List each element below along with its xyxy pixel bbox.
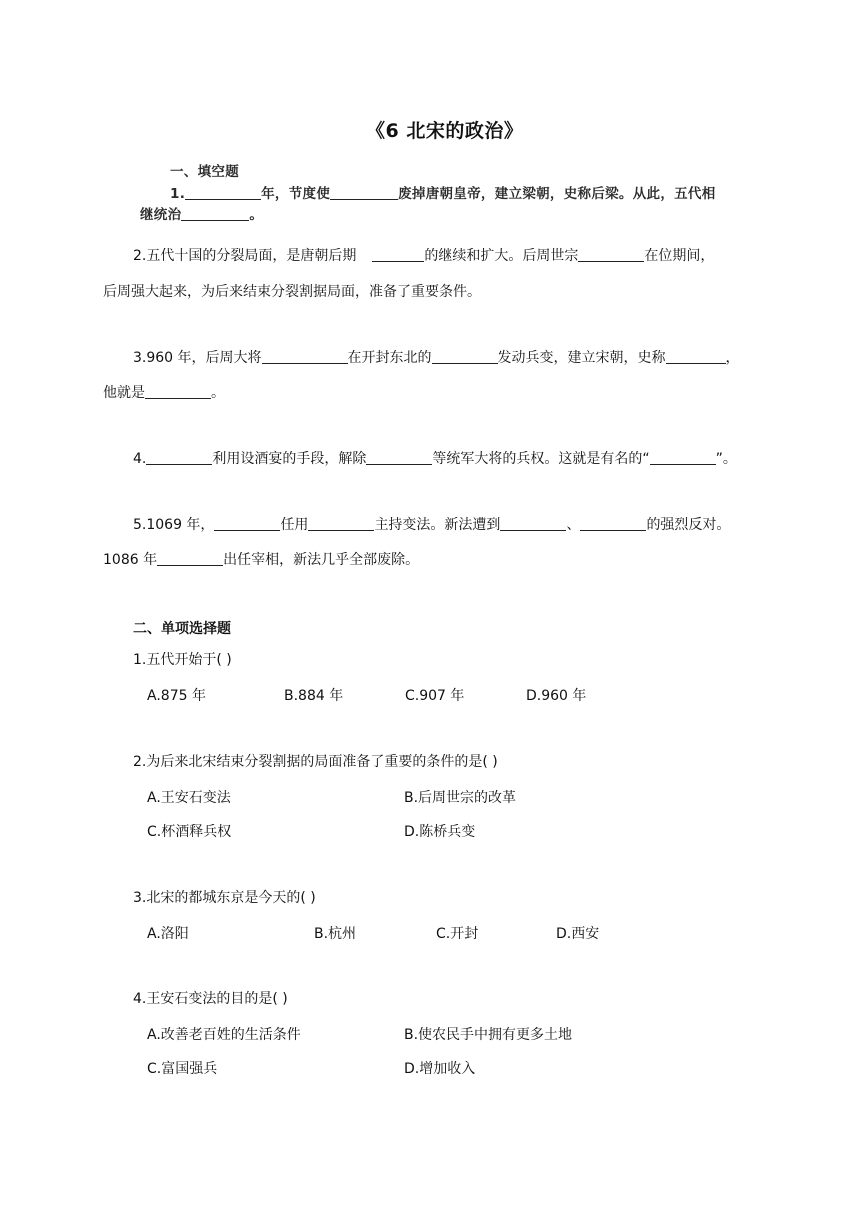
answer-blank[interactable] [578,246,644,262]
mc-question-4-option-a[interactable]: A.改善老百姓的生活条件 [147,1027,301,1043]
mc-question-1-stem: 1.五代开始于( ) [133,652,232,668]
mc-question-4-option-d[interactable]: D.增加收入 [404,1061,476,1077]
fill-question-2-line1: 2.五代十国的分裂局面，是唐朝后期 的继续和扩大。后周世宗 在位期间， [133,248,715,264]
answer-blank[interactable] [157,550,223,566]
mc-question-2-option-d[interactable]: D.陈桥兵变 [404,824,476,840]
mc-question-3-option-b[interactable]: B.杭州 [314,926,357,942]
mc-question-1-option-b[interactable]: B.884 年 [284,688,344,704]
fill-question-4: 4. 利用设酒宴的手段，解除 等统军大将的兵权。这就是有名的“ ”。 [133,451,737,467]
mc-question-1-option-d[interactable]: D.960 年 [526,688,587,704]
mc-question-2-option-b[interactable]: B.后周世宗的改革 [404,790,517,806]
answer-blank[interactable] [262,348,348,364]
answer-blank[interactable] [146,449,212,465]
section1-heading: 一、填空题 [170,164,239,180]
mc-question-3-option-a[interactable]: A.洛阳 [147,926,189,942]
fill-question-3-line2: 他就是 。 [103,385,225,401]
mc-question-3-option-d[interactable]: D.西安 [556,926,600,942]
answer-blank[interactable] [432,348,498,364]
answer-blank[interactable] [372,246,424,262]
mc-question-1-option-a[interactable]: A.875 年 [147,688,206,704]
fill-question-3-line1: 3.960 年，后周大将 在开封东北的 发动兵变，建立宋朝，史称 ， [133,350,740,366]
mc-question-2-option-a[interactable]: A.王安石变法 [147,790,231,806]
answer-blank[interactable] [145,383,211,399]
answer-blank[interactable] [185,184,261,200]
answer-blank[interactable] [366,449,432,465]
mc-question-2-option-c[interactable]: C.杯酒释兵权 [147,824,232,840]
mc-question-3-stem: 3.北宋的都城东京是今天的( ) [133,890,316,906]
mc-question-4-option-c[interactable]: C.富国强兵 [147,1061,218,1077]
mc-question-4-option-b[interactable]: B.使农民手中拥有更多土地 [404,1027,573,1043]
fill-question-1-line2: 继统治 。 [140,207,264,223]
mc-question-4-stem: 4.王安石变法的目的是( ) [133,991,288,1007]
page-title: 《6 北宋的政治》 [366,120,524,142]
fill-question-5-line1: 5.1069 年， 任用 主持变法。新法遭到 、 的强烈反对。 [133,517,731,533]
answer-blank[interactable] [666,348,726,364]
section2-heading: 二、单项选择题 [133,621,231,637]
answer-blank[interactable] [650,449,716,465]
fill-question-2-line2: 后周强大起来，为后来结束分裂割据局面，准备了重要条件。 [103,284,481,300]
answer-blank[interactable] [330,184,398,200]
answer-blank[interactable] [580,515,646,531]
mc-question-1-option-c[interactable]: C.907 年 [405,688,465,704]
fill-question-1-line1: 1. 年，节度使 废掉唐朝皇帝，建立梁朝，史称后梁。从此，五代相 [170,186,716,202]
answer-blank[interactable] [500,515,566,531]
fill-question-5-line2: 1086 年 出任宰相，新法几乎全部废除。 [103,552,420,568]
answer-blank[interactable] [308,515,374,531]
mc-question-3-option-c[interactable]: C.开封 [436,926,479,942]
answer-blank[interactable] [181,205,249,221]
answer-blank[interactable] [214,515,280,531]
mc-question-2-stem: 2.为后来北宋结束分裂割据的局面准备了重要的条件的是( ) [133,754,498,770]
